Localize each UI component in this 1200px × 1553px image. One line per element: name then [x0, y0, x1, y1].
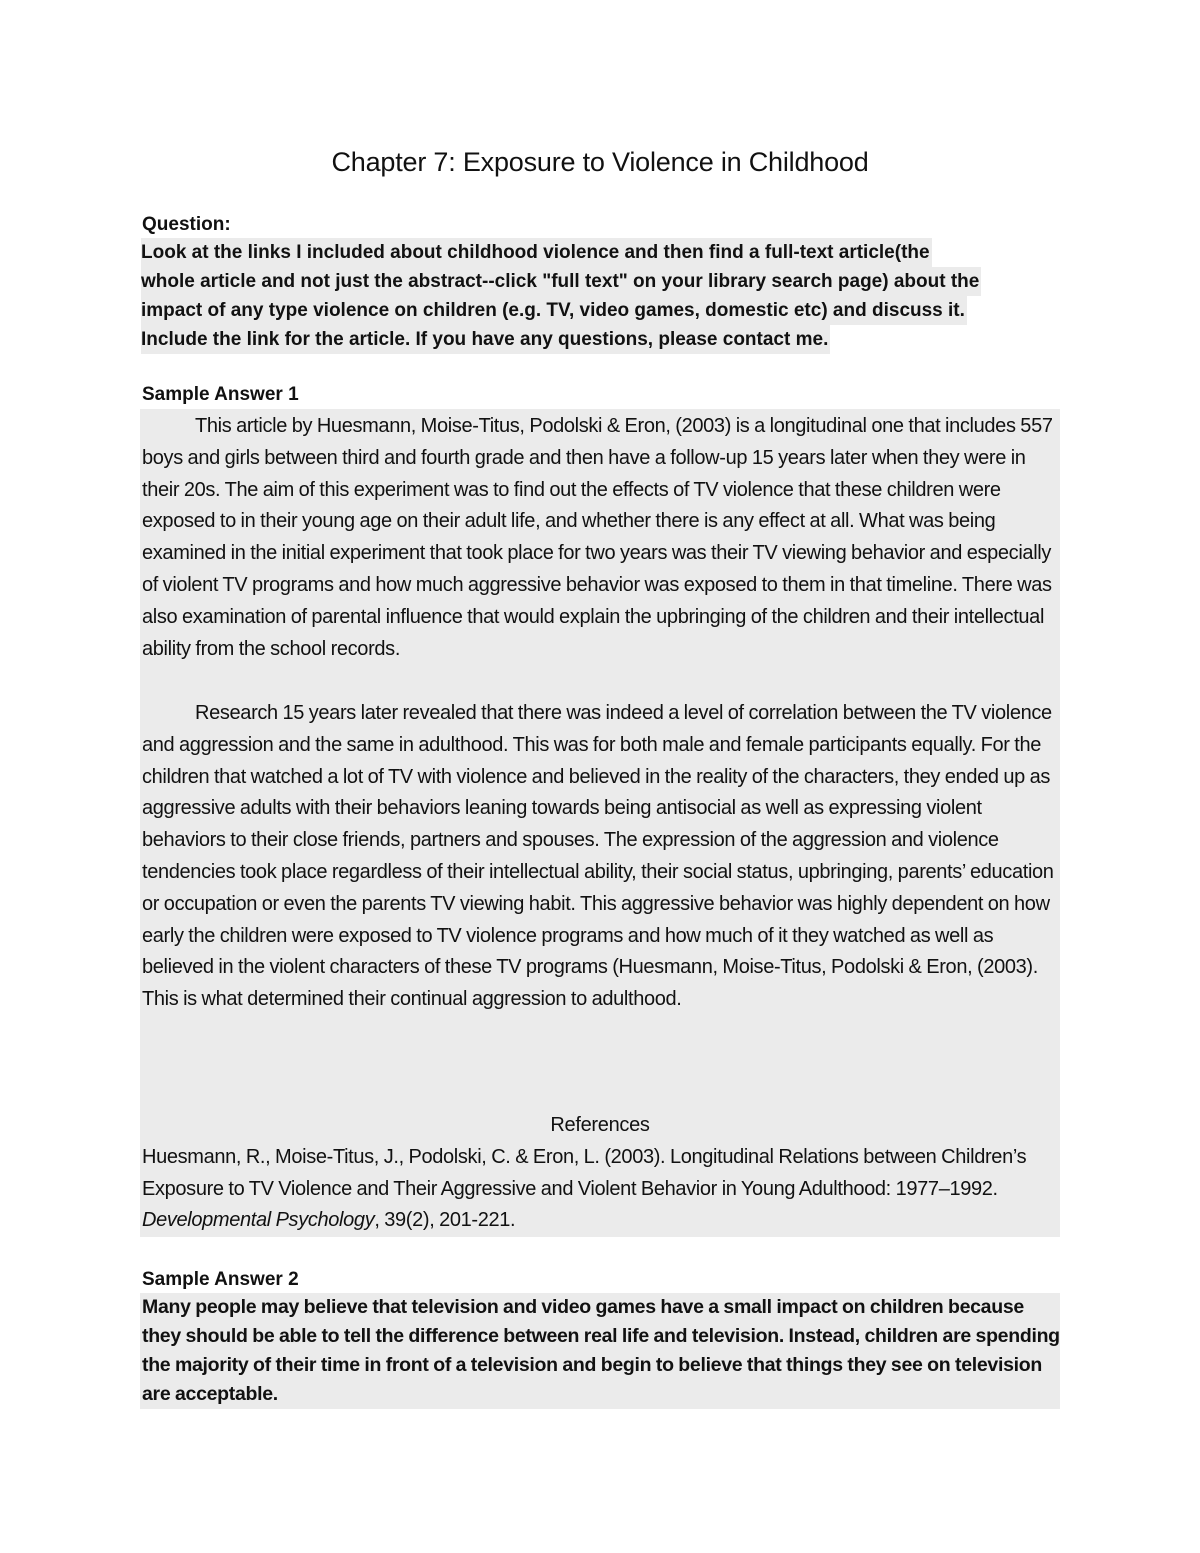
- question-text: [141, 238, 1061, 354]
- sample-answer-1-paragraph-1: This article by Huesmann, Moise-Titus, Podolski & Eron, (2003) is a longitudinal one that includes 557 boys and girls between third and fourth grade and then have a follow-up 15 years later when they were in their 20s. The aim of this experiment was to find out the effects of TV violence that these children were exposed to in their young age on their adult life, and whether there is any effect at all. What was being examined in the initial experiment that took place for two years was their TV viewing behavior and especially of violent TV programs and how much aggressive behavior was exposed to them in that timeline. There was also examination of parental influence that would explain the upbringing of the children and their intellectual ability from the school records.: [142, 415, 1053, 660]
- reference-entry: Huesmann, R., Moise-Titus, J., Podolski, C. & Eron, L. (2003). Longitudinal Relations between Children’s Exposure to TV Violence and Their Aggressive and Violent Behavior in Young Adulthood: 1977–1992. Developmental Psychology, 39(2), 201-221.: [142, 1146, 1027, 1231]
- page-title: Chapter 7: Exposure to Violence in Childhood: [331, 147, 869, 177]
- sample-answer-2-label: Sample Answer 2: [142, 1269, 299, 1290]
- journal-title: Developmental Psychology: [142, 1209, 375, 1231]
- question-label: Question:: [142, 214, 231, 235]
- sample-answer-1-body: [140, 409, 1060, 1237]
- question-line: whole article and not just the abstract--click "full text" on your library search page) about the: [141, 267, 981, 296]
- question-line: Look at the links I included about childhood violence and then find a full-text article(the: [141, 238, 932, 267]
- question-line: impact of any type violence on children (e.g. TV, video games, domestic etc) and discuss it.: [141, 296, 967, 325]
- question-line: Include the link for the article. If you have any questions, please contact me.: [141, 325, 830, 354]
- references-heading: References: [550, 1114, 650, 1136]
- sample-answer-1-label: Sample Answer 1: [142, 384, 299, 405]
- sample-answer-1-paragraph-2: Research 15 years later revealed that there was indeed a level of correlation between the TV violence and aggression and the same in adulthood. This was for both male and female participants equally. For the children that watched a lot of TV with violence and believed in the reality of the characters, they ended up as aggressive adults with their behaviors leaning towards being antisocial as well as expressing violent behaviors to their close friends, partners and spouses. The expression of the aggression and violence tendencies took place regardless of their intellectual ability, their social status, upbringing, parents’ education or occupation or even the parents TV viewing habit. This aggressive behavior was highly dependent on how early the children were exposed to TV violence programs and how much of it they watched as well as believed in the violent characters of these TV programs (Huesmann, Moise-Titus, Podolski & Eron, (2003). This is what determined their continual aggression to adulthood.: [142, 702, 1054, 1011]
- sample-answer-2-text: Many people may believe that television and video games have a small impact on children because they should be able to tell the difference between real life and television. Instead, children are spending the majority of their time in front of a television and begin to believe that things they see on television are acceptable.: [142, 1296, 1060, 1405]
- sample-answer-2-body: [140, 1293, 1060, 1409]
